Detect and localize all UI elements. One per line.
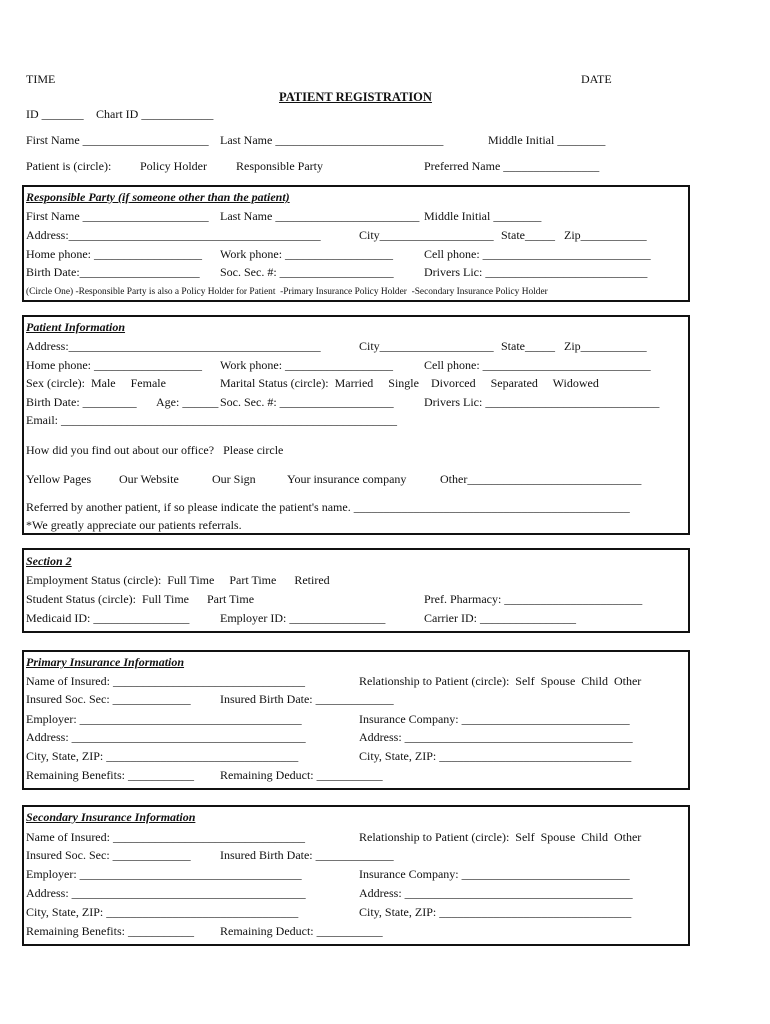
si-city-state-zip-field[interactable]: City, State, ZIP: ________________________________ <box>26 905 299 919</box>
rp-middle-initial-field[interactable]: Middle Initial ________ <box>424 209 542 223</box>
secondary-insurance-title: Secondary Insurance Information <box>26 810 196 824</box>
pt-email-field[interactable]: Email: ________________________________________________________ <box>26 413 397 427</box>
pt-home-phone-field[interactable]: Home phone: __________________ <box>26 358 202 372</box>
pi-insurance-company-field[interactable]: Insurance Company: ____________________________ <box>359 712 630 726</box>
pt-sex-options[interactable]: Sex (circle): Male Female <box>26 376 166 390</box>
pt-marital-status-options[interactable]: Marital Status (circle): Married Single Divorced Separated Widowed <box>220 376 599 390</box>
pi-insured-birth-date-field[interactable]: Insured Birth Date: _____________ <box>220 692 394 706</box>
pref-pharmacy-field[interactable]: Pref. Pharmacy: _______________________ <box>424 592 643 606</box>
rp-first-name-field[interactable]: First Name _____________________ <box>26 209 209 223</box>
pt-work-phone-field[interactable]: Work phone: __________________ <box>220 358 394 372</box>
pt-birth-date-field[interactable]: Birth Date: _________ <box>26 395 137 409</box>
rp-address-field[interactable]: Address:__________________________________________ <box>26 228 321 242</box>
pt-drivers-lic-field[interactable]: Drivers Lic: _____________________________ <box>424 395 660 409</box>
rp-soc-sec-field[interactable]: Soc. Sec. #: ___________________ <box>220 265 394 279</box>
page-title: PATIENT REGISTRATION <box>279 90 432 104</box>
si-insurance-company-field[interactable]: Insurance Company: ____________________________ <box>359 867 630 881</box>
si-employer-field[interactable]: Employer: _____________________________________ <box>26 867 302 881</box>
pt-cell-phone-field[interactable]: Cell phone: ____________________________ <box>424 358 651 372</box>
option-our-sign[interactable]: Our Sign <box>212 472 256 486</box>
referred-by-field[interactable]: Referred by another patient, if so please indicate the patient's name. ______________________________________________ <box>26 500 630 514</box>
first-name-field[interactable]: First Name _____________________ <box>26 133 209 147</box>
pt-state-field[interactable]: State_____ <box>501 339 555 353</box>
id-field[interactable]: ID _______ <box>26 107 84 121</box>
pi-employer-field[interactable]: Employer: _____________________________________ <box>26 712 302 726</box>
referral-appreciation-note: *We greatly appreciate our patients referrals. <box>26 518 242 532</box>
rp-work-phone-field[interactable]: Work phone: __________________ <box>220 247 394 261</box>
chart-id-field[interactable]: Chart ID ____________ <box>96 107 214 121</box>
policy-holder-option[interactable]: Policy Holder <box>140 159 207 173</box>
option-insurance-company[interactable]: Your insurance company <box>287 472 407 486</box>
how-found-question: How did you find out about our office? Please circle <box>26 443 284 457</box>
si-insured-birth-date-field[interactable]: Insured Birth Date: _____________ <box>220 848 394 862</box>
rp-home-phone-field[interactable]: Home phone: __________________ <box>26 247 202 261</box>
rp-circle-note: (Circle One) -Responsible Party is also a Policy Holder for Patient -Primary Insurance Policy Holder -Secondary Insurance Policy Holder <box>26 287 548 297</box>
rp-city-field[interactable]: City___________________ <box>359 228 494 242</box>
rp-birth-date-field[interactable]: Birth Date:____________________ <box>26 265 200 279</box>
pt-zip-field[interactable]: Zip___________ <box>564 339 647 353</box>
last-name-field[interactable]: Last Name ____________________________ <box>220 133 444 147</box>
pi-company-city-state-zip-field[interactable]: City, State, ZIP: ________________________________ <box>359 749 632 763</box>
date-label: DATE <box>581 72 612 86</box>
pi-city-state-zip-field[interactable]: City, State, ZIP: ________________________________ <box>26 749 299 763</box>
rp-last-name-field[interactable]: Last Name ________________________ <box>220 209 420 223</box>
medicaid-id-field[interactable]: Medicaid ID: ________________ <box>26 611 190 625</box>
student-status-options[interactable]: Student Status (circle): Full Time Part Time <box>26 592 255 606</box>
si-insured-soc-sec-field[interactable]: Insured Soc. Sec: _____________ <box>26 848 191 862</box>
si-address-field[interactable]: Address: _______________________________________ <box>26 886 306 900</box>
responsible-party-option[interactable]: Responsible Party <box>236 159 323 173</box>
pi-address-field[interactable]: Address: _______________________________________ <box>26 730 306 744</box>
rp-cell-phone-field[interactable]: Cell phone: ____________________________ <box>424 247 651 261</box>
carrier-id-field[interactable]: Carrier ID: ________________ <box>424 611 576 625</box>
si-remaining-benefits-field[interactable]: Remaining Benefits: ___________ <box>26 924 194 938</box>
rp-zip-field[interactable]: Zip___________ <box>564 228 647 242</box>
option-other-field[interactable]: Other_____________________________ <box>440 472 642 486</box>
patient-information-title: Patient Information <box>26 320 126 334</box>
si-remaining-deduct-field[interactable]: Remaining Deduct: ___________ <box>220 924 383 938</box>
pt-soc-sec-field[interactable]: Soc. Sec. #: ___________________ <box>220 395 394 409</box>
time-label: TIME <box>26 72 56 86</box>
section-2-title: Section 2 <box>26 554 72 568</box>
pi-relationship-options[interactable]: Relationship to Patient (circle): Self Spouse Child Other <box>359 674 642 688</box>
rp-state-field[interactable]: State_____ <box>501 228 555 242</box>
pi-company-address-field[interactable]: Address: ______________________________________ <box>359 730 633 744</box>
primary-insurance-title: Primary Insurance Information <box>26 655 185 669</box>
si-name-of-insured-field[interactable]: Name of Insured: ________________________________ <box>26 830 305 844</box>
rp-drivers-lic-field[interactable]: Drivers Lic: ___________________________ <box>424 265 648 279</box>
si-company-address-field[interactable]: Address: ______________________________________ <box>359 886 633 900</box>
middle-initial-field[interactable]: Middle Initial ________ <box>488 133 606 147</box>
pi-name-of-insured-field[interactable]: Name of Insured: ________________________________ <box>26 674 305 688</box>
si-company-city-state-zip-field[interactable]: City, State, ZIP: ________________________________ <box>359 905 632 919</box>
pi-insured-soc-sec-field[interactable]: Insured Soc. Sec: _____________ <box>26 692 191 706</box>
pt-city-field[interactable]: City___________________ <box>359 339 494 353</box>
option-our-website[interactable]: Our Website <box>119 472 179 486</box>
si-relationship-options[interactable]: Relationship to Patient (circle): Self Spouse Child Other <box>359 830 642 844</box>
pt-age-field[interactable]: Age: ______ <box>156 395 219 409</box>
pi-remaining-benefits-field[interactable]: Remaining Benefits: ___________ <box>26 768 194 782</box>
preferred-name-field[interactable]: Preferred Name ________________ <box>424 159 600 173</box>
employer-id-field[interactable]: Employer ID: ________________ <box>220 611 386 625</box>
pi-remaining-deduct-field[interactable]: Remaining Deduct: ___________ <box>220 768 383 782</box>
responsible-party-title: Responsible Party (if someone other than the patient) <box>26 190 290 204</box>
option-yellow-pages[interactable]: Yellow Pages <box>26 472 92 486</box>
patient-is-label: Patient is (circle): <box>26 159 112 173</box>
pt-address-field[interactable]: Address:__________________________________________ <box>26 339 321 353</box>
employment-status-options[interactable]: Employment Status (circle): Full Time Part Time Retired <box>26 573 330 587</box>
